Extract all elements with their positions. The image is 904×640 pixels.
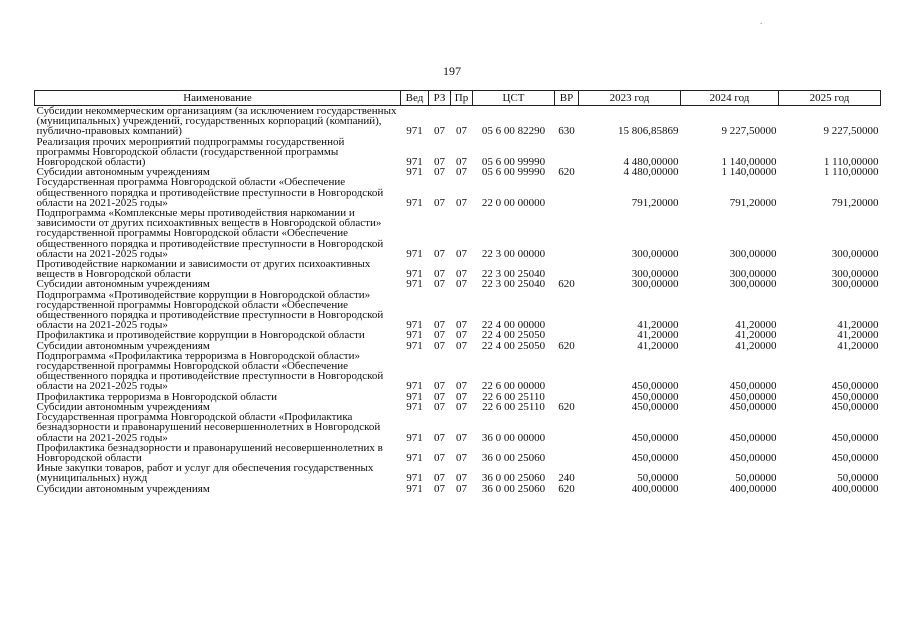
row-vr: 620 [558, 166, 575, 179]
table-row [35, 412, 881, 443]
row-rz: 07 [434, 278, 445, 291]
header-rz: РЗ [429, 91, 451, 106]
row-2025: 9 227,50000 [823, 125, 879, 138]
budget-table [34, 90, 881, 494]
header-name: Наименование [35, 91, 401, 106]
table-row [35, 351, 881, 392]
row-cst: 22 0 00 00000 [481, 196, 546, 209]
row-ved: 971 [406, 278, 423, 291]
scan-mark: . [760, 16, 763, 26]
row-pr: 07 [456, 247, 467, 260]
table-row [35, 177, 881, 208]
row-rz: 07 [434, 482, 445, 495]
row-vr: 620 [558, 339, 575, 352]
row-pr: 07 [456, 329, 467, 342]
row-2024: 1 140,00000 [721, 156, 777, 169]
row-cst: 22 6 00 00000 [481, 380, 546, 393]
row-cst: 22 3 00 25040 [481, 268, 546, 281]
row-ved: 971 [406, 390, 423, 403]
row-cst: 22 4 00 25050 [481, 339, 546, 352]
row-2023: 450,00000 [631, 400, 679, 413]
row-2024: 450,00000 [729, 431, 777, 444]
row-vr [555, 412, 579, 443]
row-2025: 1 110,00000 [823, 156, 879, 169]
row-rz: 07 [434, 472, 445, 485]
row-cst: 36 0 00 25060 [481, 451, 546, 464]
row-2025: 400,00000 [831, 482, 879, 495]
row-vr: 620 [558, 482, 575, 495]
row-pr: 07 [456, 451, 467, 464]
row-2023: 41,20000 [637, 319, 679, 332]
row-2023: 450,00000 [631, 390, 679, 403]
header-ved: Вед [401, 91, 429, 106]
row-vr: 240 [558, 472, 575, 485]
row-2025: 450,00000 [831, 400, 879, 413]
row-pr: 07 [456, 156, 467, 169]
row-2025: 450,00000 [831, 390, 879, 403]
row-2025: 1 110,00000 [823, 166, 879, 179]
row-name: Подпрограмма «Профилактика терроризма в Новгородской области» государственной программы Новгородской области «Обеспечение общественного порядка и противодействие преступности в Новгородской области на 2021-2025 годы» [36, 349, 384, 393]
row-vr [555, 259, 579, 279]
row-pr: 07 [456, 125, 467, 138]
row-2024: 41,20000 [735, 339, 777, 352]
row-rz: 07 [434, 156, 445, 169]
row-name: Государственная программа Новгородской области «Профилактика безнадзорности и правонарушений несовершеннолетних в Новгородской области на 2021-2025 годы» [36, 411, 381, 444]
row-vr [555, 290, 579, 331]
row-ved: 971 [406, 319, 423, 332]
row-2025: 450,00000 [831, 431, 879, 444]
row-ved: 971 [406, 329, 423, 342]
row-vr [555, 177, 579, 208]
row-name: Субсидии автономным учреждениям [36, 278, 210, 291]
header-vr: ВР [555, 91, 579, 106]
row-2025: 300,00000 [831, 268, 879, 281]
row-vr: 630 [558, 125, 575, 138]
row-ved: 971 [406, 196, 423, 209]
row-ved: 971 [406, 400, 423, 413]
row-2024: 300,00000 [729, 247, 777, 260]
row-pr: 07 [456, 400, 467, 413]
row-rz: 07 [434, 339, 445, 352]
row-pr: 07 [456, 472, 467, 485]
row-ved: 971 [406, 339, 423, 352]
row-ved: 971 [406, 451, 423, 464]
row-ved: 971 [406, 431, 423, 444]
row-2023: 450,00000 [631, 431, 679, 444]
row-ved: 971 [406, 166, 423, 179]
row-2023: 4 480,00000 [623, 166, 679, 179]
row-name: Подпрограмма «Противодействие коррупции в Новгородской области» государственной программы Новгородской области «Обеспечение общественного порядка и противодействие преступности в Новгородской области на 2021-2025 годы» [36, 288, 384, 332]
row-name: Профилактика терроризма в Новгородской области [36, 390, 277, 403]
row-name: Субсидии некоммерческим организациям (за исключением государственных (муниципальных) учреждений, государственных корпораций (компаний), публично-правовых компаний) [36, 105, 397, 138]
row-cst: 36 0 00 25060 [481, 472, 546, 485]
row-2023: 300,00000 [631, 247, 679, 260]
row-cst: 22 4 00 00000 [481, 319, 546, 332]
row-name: Субсидии автономным учреждениям [36, 339, 210, 352]
row-name: Подпрограмма «Комплексные меры противодействия наркомании и зависимости от других психоактивных веществ в Новгородской области» государственной программы Новгородской области «Обеспечение общественного порядка и противодействие преступности в Новгородской области на 2021-2025 годы» [36, 207, 384, 260]
row-rz: 07 [434, 319, 445, 332]
row-2023: 41,20000 [637, 329, 679, 342]
row-2023: 450,00000 [631, 380, 679, 393]
row-2024: 450,00000 [729, 380, 777, 393]
row-2024: 450,00000 [729, 390, 777, 403]
row-cst: 22 6 00 25110 [482, 390, 545, 403]
header-2023: 2023 год [579, 91, 681, 106]
row-name: Субсидии автономным учреждениям [36, 400, 210, 413]
row-vr [555, 351, 579, 392]
row-vr: 620 [558, 400, 575, 413]
table-header-row [35, 91, 881, 106]
row-name: Субсидии автономным учреждениям [36, 166, 210, 179]
row-name: Профилактика и противодействие коррупции в Новгородской области [36, 329, 365, 342]
row-cst: 22 4 00 25050 [481, 329, 546, 342]
row-rz: 07 [434, 196, 445, 209]
row-2025: 450,00000 [831, 451, 879, 464]
table-row [35, 137, 881, 168]
row-rz: 07 [434, 400, 445, 413]
row-name: Государственная программа Новгородской области «Обеспечение общественного порядка и противодействие преступности в Новгородской области на 2021-2025 годы» [36, 176, 384, 209]
table-row [35, 259, 881, 279]
table-row [35, 290, 881, 331]
row-2024: 41,20000 [735, 319, 777, 332]
row-2023: 791,20000 [631, 196, 679, 209]
row-2023: 4 480,00000 [623, 156, 679, 169]
row-2024: 450,00000 [729, 400, 777, 413]
row-vr: 620 [558, 278, 575, 291]
row-2024: 400,00000 [729, 482, 777, 495]
row-2024: 300,00000 [729, 268, 777, 281]
table-row [35, 484, 881, 494]
row-pr: 07 [456, 380, 467, 393]
row-vr [555, 208, 579, 259]
header-pr: Пр [451, 91, 473, 106]
header-cst: ЦСТ [473, 91, 555, 106]
row-cst: 22 3 00 25040 [481, 278, 546, 291]
row-name: Противодействие наркомании и зависимости от других психоактивных веществ в Новгородской области [36, 258, 371, 281]
row-rz: 07 [434, 390, 445, 403]
row-name: Субсидии автономным учреждениям [36, 482, 210, 495]
row-2024: 50,00000 [735, 472, 777, 485]
row-name: Реализация прочих мероприятий подпрограммы государственной программы Новгородской области (государственной программы Новгородской области) [36, 135, 345, 169]
row-rz: 07 [434, 268, 445, 281]
row-2023: 300,00000 [631, 278, 679, 291]
row-pr: 07 [456, 319, 467, 332]
row-ved: 971 [406, 380, 423, 393]
row-2024: 450,00000 [729, 451, 777, 464]
row-pr: 07 [456, 431, 467, 444]
page-number: 197 [443, 64, 461, 78]
row-pr: 07 [456, 482, 467, 495]
row-2023: 450,00000 [631, 451, 679, 464]
row-cst: 05 6 00 82290 [481, 125, 546, 138]
row-pr: 07 [456, 390, 467, 403]
row-2025: 41,20000 [837, 339, 879, 352]
row-rz: 07 [434, 431, 445, 444]
row-rz: 07 [434, 329, 445, 342]
row-ved: 971 [406, 156, 423, 169]
row-vr [555, 443, 579, 463]
row-2023: 15 806,85869 [618, 125, 679, 138]
row-cst: 22 3 00 00000 [481, 247, 546, 260]
table-row [35, 106, 881, 137]
row-2024: 41,20000 [735, 329, 777, 342]
row-2025: 791,20000 [831, 196, 879, 209]
row-pr: 07 [456, 268, 467, 281]
row-2025: 300,00000 [831, 278, 879, 291]
row-2023: 300,00000 [631, 268, 679, 281]
table-row [35, 443, 881, 463]
row-pr: 07 [456, 196, 467, 209]
row-rz: 07 [434, 166, 445, 179]
row-cst: 36 0 00 00000 [481, 431, 546, 444]
row-2025: 300,00000 [831, 247, 879, 260]
row-ved: 971 [406, 472, 423, 485]
row-2024: 9 227,50000 [721, 125, 777, 138]
row-cst: 05 6 00 99990 [481, 166, 546, 179]
row-ved: 971 [406, 482, 423, 495]
row-pr: 07 [456, 278, 467, 291]
row-rz: 07 [434, 380, 445, 393]
row-2023: 50,00000 [637, 472, 679, 485]
row-rz: 07 [434, 451, 445, 464]
table-row [35, 463, 881, 483]
row-2025: 41,20000 [837, 319, 879, 332]
row-rz: 07 [434, 125, 445, 138]
row-2025: 50,00000 [837, 472, 879, 485]
row-cst: 05 6 00 99990 [481, 156, 546, 169]
row-name: Профилактика безнадзорности и правонарушений несовершеннолетних в Новгородской области [36, 441, 383, 464]
row-rz: 07 [434, 247, 445, 260]
row-ved: 971 [406, 125, 423, 138]
row-name: Иные закупки товаров, работ и услуг для обеспечения государственных (муниципальных) нужд [36, 462, 374, 485]
row-vr [555, 137, 579, 168]
row-2025: 41,20000 [837, 329, 879, 342]
row-2024: 791,20000 [729, 196, 777, 209]
header-2025: 2025 год [779, 91, 881, 106]
row-pr: 07 [456, 339, 467, 352]
table-row [35, 208, 881, 259]
row-ved: 971 [406, 268, 423, 281]
row-2024: 300,00000 [729, 278, 777, 291]
row-cst: 22 6 00 25110 [482, 400, 545, 413]
row-2025: 450,00000 [831, 380, 879, 393]
row-2024: 1 140,00000 [721, 166, 777, 179]
header-2024: 2024 год [681, 91, 779, 106]
row-2023: 400,00000 [631, 482, 679, 495]
row-cst: 36 0 00 25060 [481, 482, 546, 495]
row-ved: 971 [406, 247, 423, 260]
table-body [35, 106, 881, 494]
row-2023: 41,20000 [637, 339, 679, 352]
row-pr: 07 [456, 166, 467, 179]
